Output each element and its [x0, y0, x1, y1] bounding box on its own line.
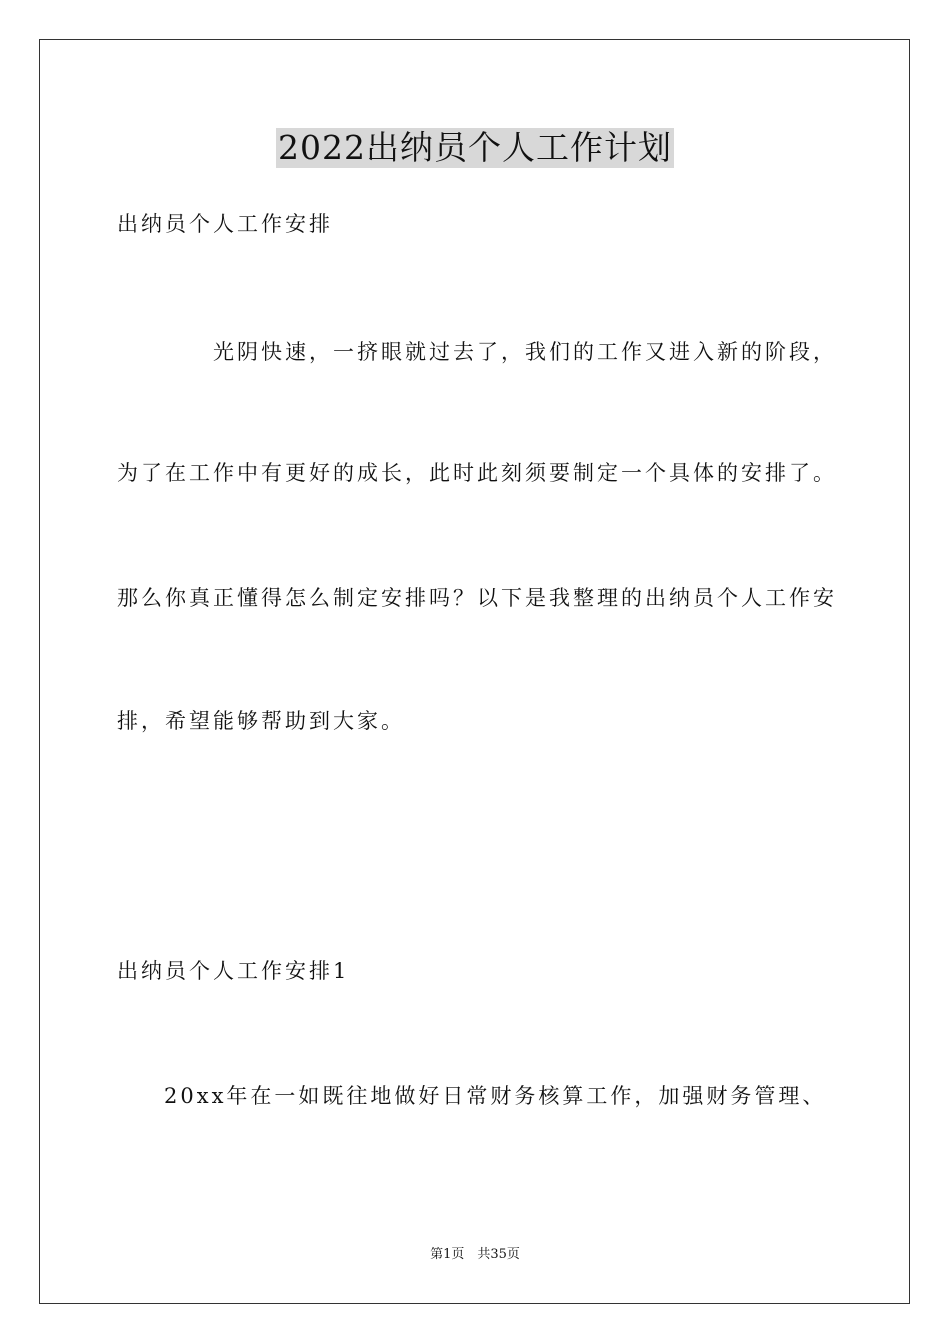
paragraph-line: 那么你真正懂得怎么制定安排吗？以下是我整理的出纳员个人工作安	[117, 586, 837, 610]
paragraph-line: 为了在工作中有更好的成长，此时此刻须要制定一个具体的安排了。	[117, 461, 837, 485]
title-container	[0, 128, 950, 168]
page-footer: 第1页 共35页	[430, 1247, 520, 1262]
document-title: 2022出纳员个人工作计划	[278, 128, 672, 167]
section-heading: 出纳员个人工作安排1	[117, 959, 350, 983]
paragraph-line: 光阴快速，一挤眼就过去了，我们的工作又进入新的阶段，	[213, 340, 837, 364]
paragraph-line: 20xx年在一如既往地做好日常财务核算工作，加强财务管理、	[164, 1084, 827, 1108]
paragraph-line: 排，希望能够帮助到大家。	[117, 709, 405, 733]
section-heading: 出纳员个人工作安排	[117, 212, 333, 236]
